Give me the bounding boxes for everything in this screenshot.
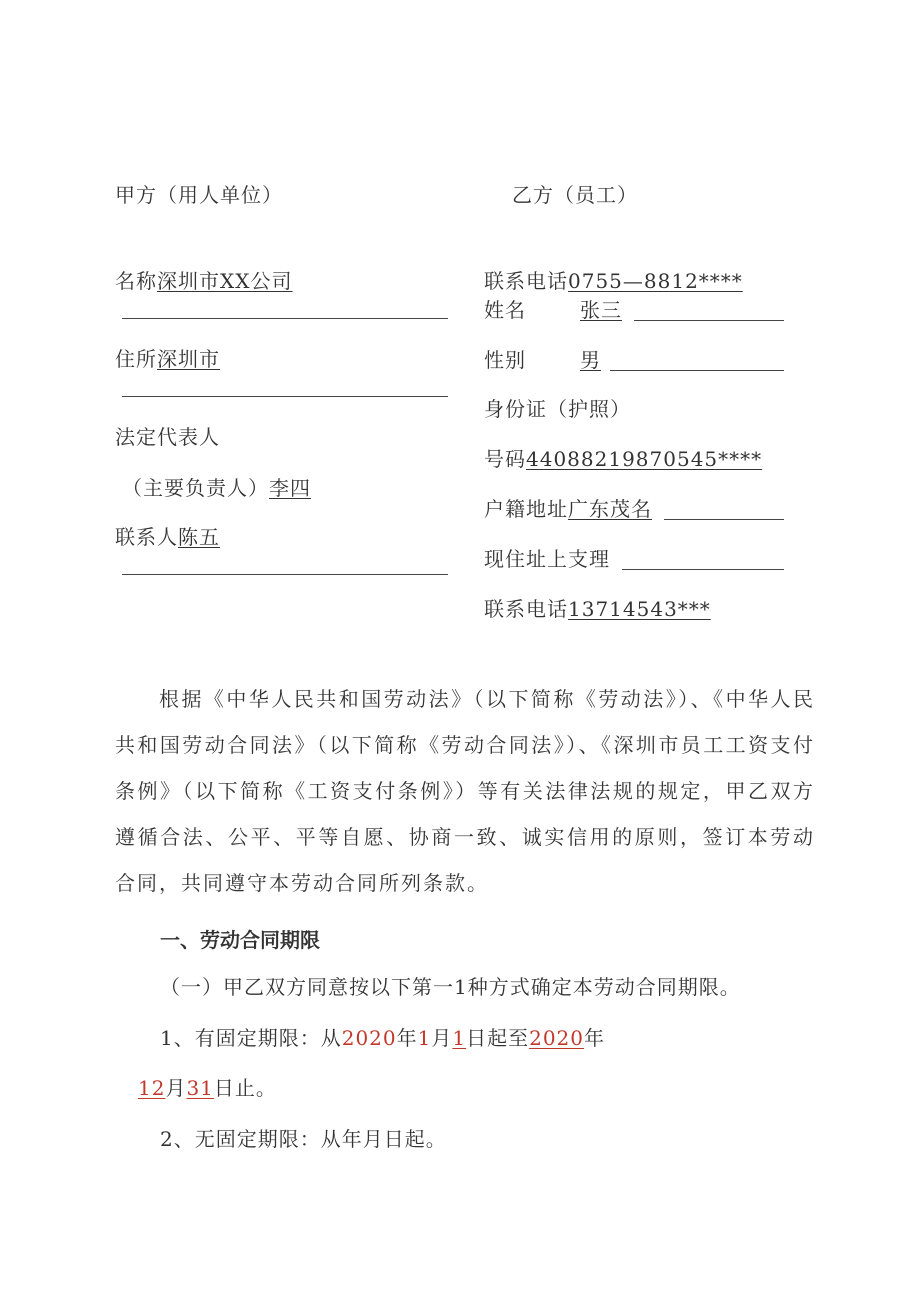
- party-b-phone2-value: 13714543***: [568, 597, 711, 621]
- party-a-principal-value: 李四: [269, 476, 311, 500]
- term-item-2: 2、无固定期限：从年月日起。: [160, 1127, 447, 1151]
- end-month-char: 月: [165, 1076, 187, 1100]
- party-a-principal-label: （主要负责人）: [122, 476, 269, 500]
- year-char: 年: [396, 1026, 418, 1050]
- party-a-name-line: [115, 268, 292, 294]
- party-b-name-label: 姓名: [484, 298, 526, 322]
- party-a-address-rule: [122, 396, 448, 397]
- party-b-name-value: 张三: [580, 298, 622, 322]
- party-b-hukou-label: 户籍地址: [484, 497, 568, 521]
- party-a-address-line: [115, 346, 220, 372]
- party-b-phone2-line: [484, 596, 711, 622]
- party-a-name-rule: [122, 318, 448, 319]
- party-b-hukou-rule: [664, 519, 784, 520]
- party-b-current-address-rule: [622, 569, 784, 570]
- party-b-current-address-value: 上支理: [547, 547, 610, 571]
- party-b-phone1-label: 联系电话: [484, 269, 568, 293]
- party-b-name-rule: [634, 320, 784, 321]
- party-b-hukou-line: [484, 496, 652, 522]
- section-1-heading: 一、劳动合同期限: [160, 928, 320, 952]
- end-day: 31: [186, 1076, 214, 1100]
- party-a-name-value: 深圳市XX公司: [157, 269, 293, 293]
- party-b-phone1-line: [484, 268, 743, 294]
- start-day: 1: [452, 1026, 467, 1050]
- party-b-id-label: 身份证（护照）: [484, 397, 631, 421]
- end-year: 2020: [529, 1026, 585, 1050]
- party-b-gender-label: 性别: [484, 348, 526, 372]
- party-b-title: 乙方（员工）: [512, 183, 638, 207]
- party-a-contact-label: 联系人: [115, 525, 178, 549]
- end-month: 12: [138, 1076, 166, 1100]
- term-item-1-end-line: [138, 1075, 277, 1101]
- start-year: 2020: [341, 1026, 397, 1050]
- party-a-legal-rep-label: 法定代表人: [115, 425, 220, 449]
- party-a-contact-value: 陈五: [178, 525, 220, 549]
- term-item-1-mid: 日起至: [466, 1026, 530, 1050]
- party-a-name-label: 名称: [115, 269, 157, 293]
- party-a-contact-rule: [122, 574, 448, 575]
- party-a-title: 甲方（用人单位）: [115, 183, 283, 207]
- party-a-address-label: 住所: [115, 347, 157, 371]
- party-b-current-address-line: [484, 546, 610, 572]
- party-b-id-number-value: 44088219870545****: [526, 447, 763, 471]
- preamble-paragraph: 根据《中华人民共和国劳动法》（以下简称《劳动法》）、《中华人民共和国劳动合同法》（以下简称《劳动合同法》）、《深圳市员工工资支付条例》（以下简称《工资支付条例》）等有关法律法规的规定，甲乙双方遵循合法、公平、平等自愿、协商一致、诚实信用的原则，签订本劳动合同，共同遵守本劳动合同所列条款。: [115, 687, 815, 895]
- party-b-current-address-label: 现住址: [484, 547, 547, 571]
- party-a-principal-line: [122, 475, 311, 501]
- month-char: 月: [431, 1026, 453, 1050]
- section-1-intro: （一）甲乙双方同意按以下第一1种方式确定本劳动合同期限。: [160, 975, 741, 999]
- party-b-gender-rule: [610, 370, 784, 371]
- party-b-phone1-value: 0755—8812****: [568, 269, 743, 293]
- party-b-phone2-label: 联系电话: [484, 597, 568, 621]
- party-b-id-number-line: [484, 446, 762, 472]
- party-b-gender-value: 男: [580, 348, 601, 372]
- party-a-contact-line: [115, 524, 220, 550]
- term-item-1-end-suffix: 日止。: [213, 1076, 277, 1100]
- party-a-address-value: 深圳市: [157, 347, 220, 371]
- term-item-1-prefix: 1、有固定期限：从: [160, 1026, 342, 1050]
- party-b-hukou-value: 广东茂名: [568, 497, 652, 521]
- party-b-id-number-label: 号码: [484, 447, 526, 471]
- end-year-char: 年: [584, 1026, 606, 1050]
- start-month: 1: [417, 1026, 432, 1050]
- term-item-1-line: [160, 1025, 605, 1051]
